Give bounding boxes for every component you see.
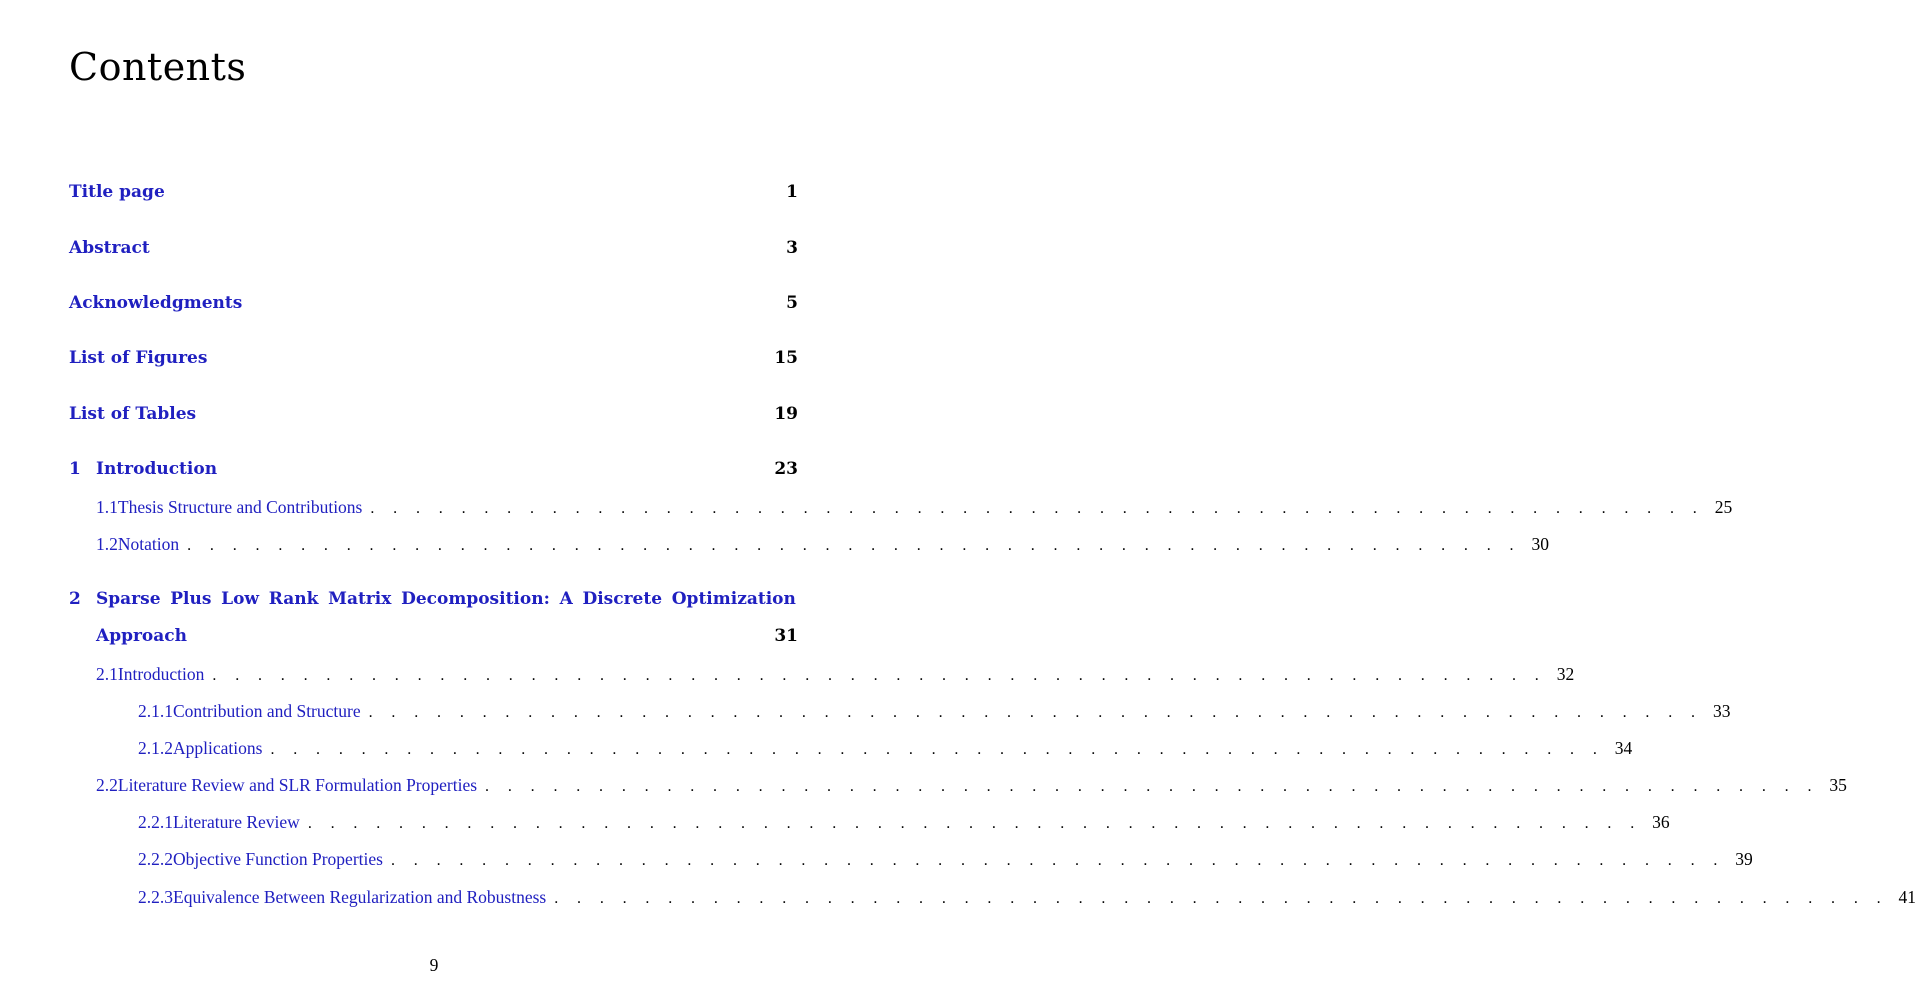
toc-page-number: 33 — [1712, 701, 1731, 721]
toc-dot-leader: . . . . . . . . . . . . . . . . . . . . . . . . . . . . . . . . . . . . . . . . . . . . . . . . . . . . . . . . . . . — [390, 852, 1725, 869]
toc-entry-acknowledgments[interactable] — [69, 290, 798, 316]
toc-dot-leader: . . . . . . . . . . . . . . . . . . . . . . . . . . . . . . . . . . . . . . . . . . . . . . . . . . . . . . . . . . . — [485, 778, 1819, 795]
page-title: Contents — [69, 45, 247, 89]
toc-subsection-2-2-1-link[interactable]: Literature Review — [173, 812, 300, 832]
toc-chapter-2-title-word: Decomposition: — [401, 589, 550, 609]
toc-subsection-number: 2.2.2 — [138, 849, 173, 869]
toc-subsection-2-2-3-link[interactable]: Equivalence Between Regularization and Robustness — [173, 887, 547, 907]
toc-dot-leader: . . . . . . . . . . . . . . . . . . . . . . . . . . . . . . . . . . . . . . . . . . . . . . . . . . . . . . . . . . . — [270, 741, 1605, 758]
toc-entry-section-2-1[interactable] — [69, 661, 1575, 687]
toc-chapter-2-title-word: Plus — [170, 589, 212, 609]
toc-entry-subsection-2-2-3[interactable] — [69, 884, 1916, 910]
toc-entry-subsection-2-1-2[interactable] — [69, 735, 1633, 761]
toc-entry-section-1-1[interactable] — [69, 494, 1733, 520]
toc-page-number: 39 — [1735, 849, 1753, 869]
toc-chapter-2-title-word: Rank — [268, 589, 319, 609]
toc-dot-leader: . . . . . . . . . . . . . . . . . . . . . . . . . . . . . . . . . . . . . . . . . . . . . . . . . . . . . . . . . . . — [187, 537, 1521, 554]
toc-entry-subsection-2-2-1[interactable] — [69, 809, 1670, 835]
toc-page-number: 31 — [774, 626, 798, 646]
toc-entry-chapter-1[interactable] — [69, 456, 798, 482]
toc-section-number: 1.2 — [96, 534, 118, 554]
toc-subsection-2-1-2-link[interactable]: Applications — [173, 738, 263, 758]
toc-entry-list-of-tables[interactable] — [69, 401, 798, 427]
toc-page-number: 19 — [774, 404, 798, 424]
toc-chapter-2-title-word: Low — [221, 589, 260, 609]
toc-page-number: 34 — [1614, 738, 1633, 758]
toc-chapter-2-title-word: Optimization — [671, 589, 796, 609]
toc-dot-leader: . . . . . . . . . . . . . . . . . . . . . . . . . . . . . . . . . . . . . . . . . . . . . . . . . . . . . . . . . . . — [368, 704, 1703, 721]
table-of-contents — [69, 0, 1916, 985]
toc-page-number: 41 — [1898, 887, 1916, 907]
toc-chapter-2-title-word: Sparse — [96, 589, 161, 609]
toc-chapter-2-link[interactable] — [96, 586, 796, 612]
toc-entry-chapter-2-line2[interactable] — [69, 623, 798, 649]
toc-chapter-number: 2 — [69, 589, 81, 609]
toc-page-number: 32 — [1556, 664, 1575, 684]
toc-page-number: 25 — [1714, 497, 1733, 517]
toc-subsection-2-1-1-link[interactable]: Contribution and Structure — [173, 701, 361, 721]
toc-page-number: 30 — [1531, 534, 1549, 554]
toc-section-2-2-link[interactable]: Literature Review and SLR Formulation Properties — [117, 775, 478, 795]
toc-entry-section-2-2[interactable] — [69, 772, 1847, 798]
toc-title-page-link[interactable]: Title page — [69, 182, 165, 202]
toc-entry-subsection-2-2-2[interactable] — [69, 846, 1753, 872]
toc-entry-subsection-2-1-1[interactable] — [69, 698, 1731, 724]
toc-chapter-2-link-continued[interactable]: Approach — [96, 626, 187, 646]
toc-dot-leader: . . . . . . . . . . . . . . . . . . . . . . . . . . . . . . . . . . . . . . . . . . . . . . . . . . . . . . . . . . . — [212, 667, 1547, 684]
toc-page-number: 1 — [786, 182, 798, 202]
toc-dot-leader: . . . . . . . . . . . . . . . . . . . . . . . . . . . . . . . . . . . . . . . . . . . . . . . . . . . . . . . . . . . — [554, 890, 1889, 907]
toc-acknowledgments-link[interactable]: Acknowledgments — [69, 293, 243, 313]
toc-subsection-number: 2.1.2 — [138, 738, 173, 758]
toc-page-number: 23 — [774, 459, 798, 479]
toc-list-of-tables-link[interactable]: List of Tables — [69, 404, 197, 424]
toc-section-1-1-link[interactable]: Thesis Structure and Contributions — [117, 497, 363, 517]
toc-list-of-figures-link[interactable]: List of Figures — [69, 348, 208, 368]
toc-page-number: 35 — [1829, 775, 1847, 795]
toc-page-number: 3 — [786, 238, 798, 258]
toc-entry-chapter-2-line1[interactable] — [69, 586, 798, 612]
toc-entry-abstract[interactable] — [69, 235, 798, 261]
toc-chapter-2-title-word: Discrete — [582, 589, 663, 609]
toc-section-number: 2.2 — [96, 775, 118, 795]
toc-entry-section-1-2[interactable] — [69, 531, 1549, 557]
page-footer-number: 9 — [429, 955, 439, 975]
toc-abstract-link[interactable]: Abstract — [69, 238, 150, 258]
toc-chapter-2-title-word: A — [559, 589, 573, 609]
toc-dot-leader: . . . . . . . . . . . . . . . . . . . . . . . . . . . . . . . . . . . . . . . . . . . . . . . . . . . . . . . . . . . — [370, 500, 1705, 517]
toc-page-number: 36 — [1652, 812, 1670, 832]
toc-subsection-number: 2.2.3 — [138, 887, 173, 907]
toc-page-number: 15 — [774, 348, 798, 368]
toc-section-number: 1.1 — [96, 497, 118, 517]
toc-section-1-2-link[interactable]: Notation — [117, 534, 180, 554]
toc-subsection-number: 2.1.1 — [138, 701, 173, 721]
toc-chapter-2-title-word: Matrix — [328, 589, 392, 609]
toc-subsection-2-2-2-link[interactable]: Objective Function Properties — [173, 849, 383, 869]
toc-chapter-1-link[interactable]: Introduction — [96, 459, 218, 479]
toc-section-number: 2.1 — [96, 664, 118, 684]
toc-chapter-number: 1 — [69, 459, 81, 479]
toc-entry-title-page[interactable] — [69, 179, 798, 205]
toc-dot-leader: . . . . . . . . . . . . . . . . . . . . . . . . . . . . . . . . . . . . . . . . . . . . . . . . . . . . . . . . . . . — [307, 815, 1642, 832]
toc-page-number: 5 — [786, 293, 798, 313]
toc-subsection-number: 2.2.1 — [138, 812, 173, 832]
toc-entry-list-of-figures[interactable] — [69, 345, 798, 371]
toc-section-2-1-link[interactable]: Introduction — [117, 664, 205, 684]
